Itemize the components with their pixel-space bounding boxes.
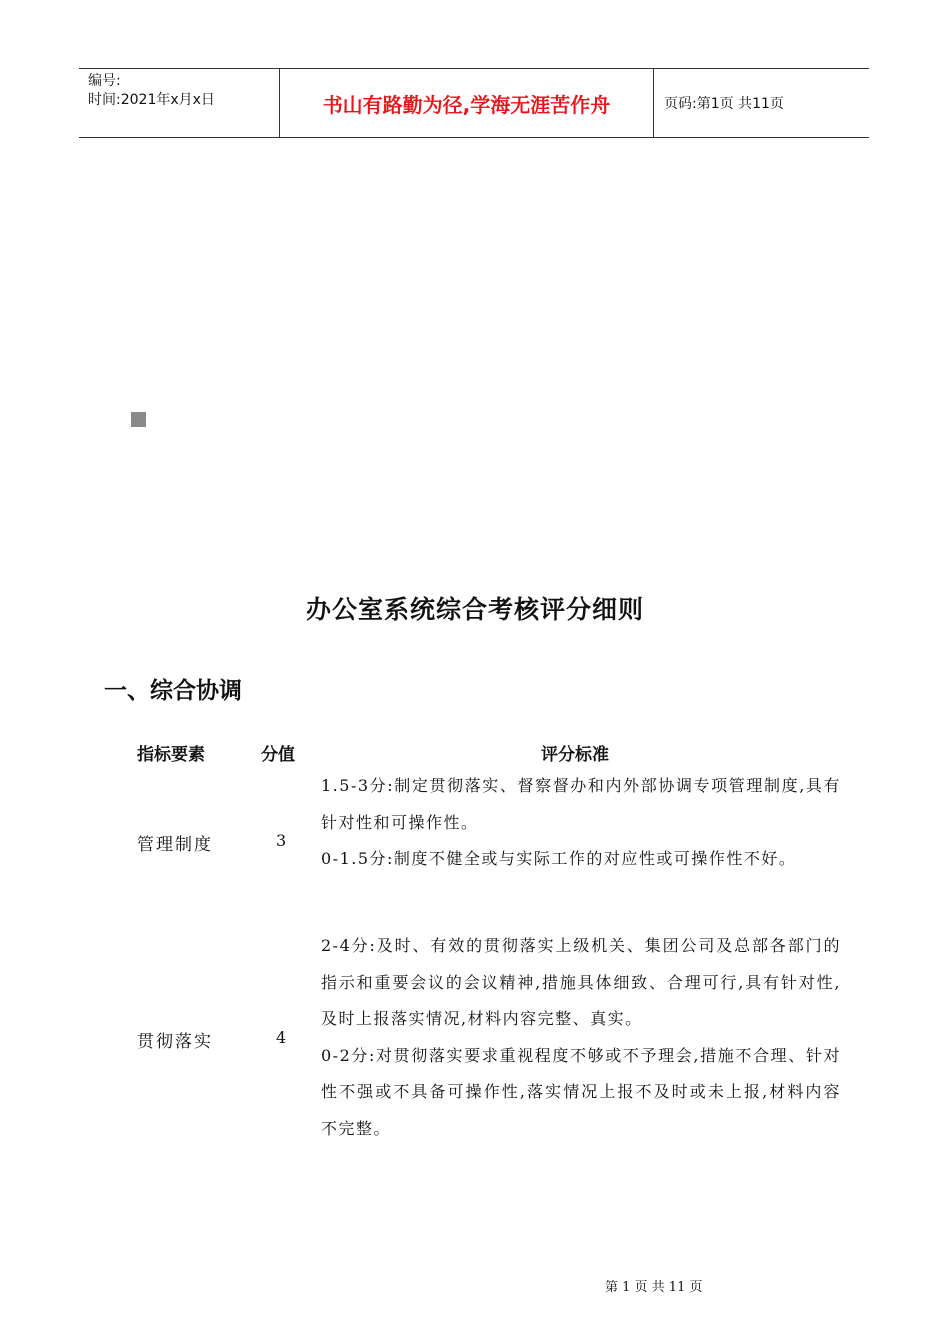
header-motto: 书山有路勤为径,学海无涯苦作舟	[280, 69, 654, 137]
table-row-score: 4	[276, 1028, 287, 1047]
criteria-item: 2-4分:及时、有效的贯彻落实上级机关、集团公司及总部各部门的指示和重要会议的会议精神,措施具体细致、合理可行,具有针对性,及时上报落实情况,材料内容完整、真实。	[321, 936, 841, 1028]
number-label: 编号:	[88, 73, 121, 89]
section-heading: 一、综合协调	[104, 677, 242, 704]
page-header	[79, 68, 869, 138]
table-header-factor: 指标要素	[137, 745, 205, 765]
table-header-score: 分值	[261, 745, 295, 765]
criteria-item: 0-1.5分:制度不健全或与实际工作的对应性或可操作性不好。	[321, 849, 797, 868]
document-title: 办公室系统综合考核评分细则	[305, 595, 644, 624]
table-row-criteria	[321, 768, 841, 878]
page-footer: 第 1 页 共 11 页	[605, 1280, 703, 1295]
table-row-factor: 管理制度	[137, 835, 213, 855]
criteria-item: 1.5-3分:制定贯彻落实、督察督办和内外部协调专项管理制度,具有针对性和可操作性。	[321, 776, 841, 832]
date-label: 时间:2021年x月x日	[88, 92, 215, 108]
header-meta	[79, 69, 280, 137]
table-row-criteria	[321, 928, 841, 1147]
square-bullet-icon	[131, 412, 146, 427]
table-row-score: 3	[276, 831, 287, 850]
header-page-info: 页码:第1页 共11页	[664, 96, 784, 112]
table-row-factor: 贯彻落实	[137, 1032, 213, 1052]
table-header-criteria: 评分标准	[541, 745, 609, 765]
criteria-item: 0-2分:对贯彻落实要求重视程度不够或不予理会,措施不合理、针对性不强或不具备可操作性,落实情况上报不及时或未上报,材料内容不完整。	[321, 1045, 841, 1138]
